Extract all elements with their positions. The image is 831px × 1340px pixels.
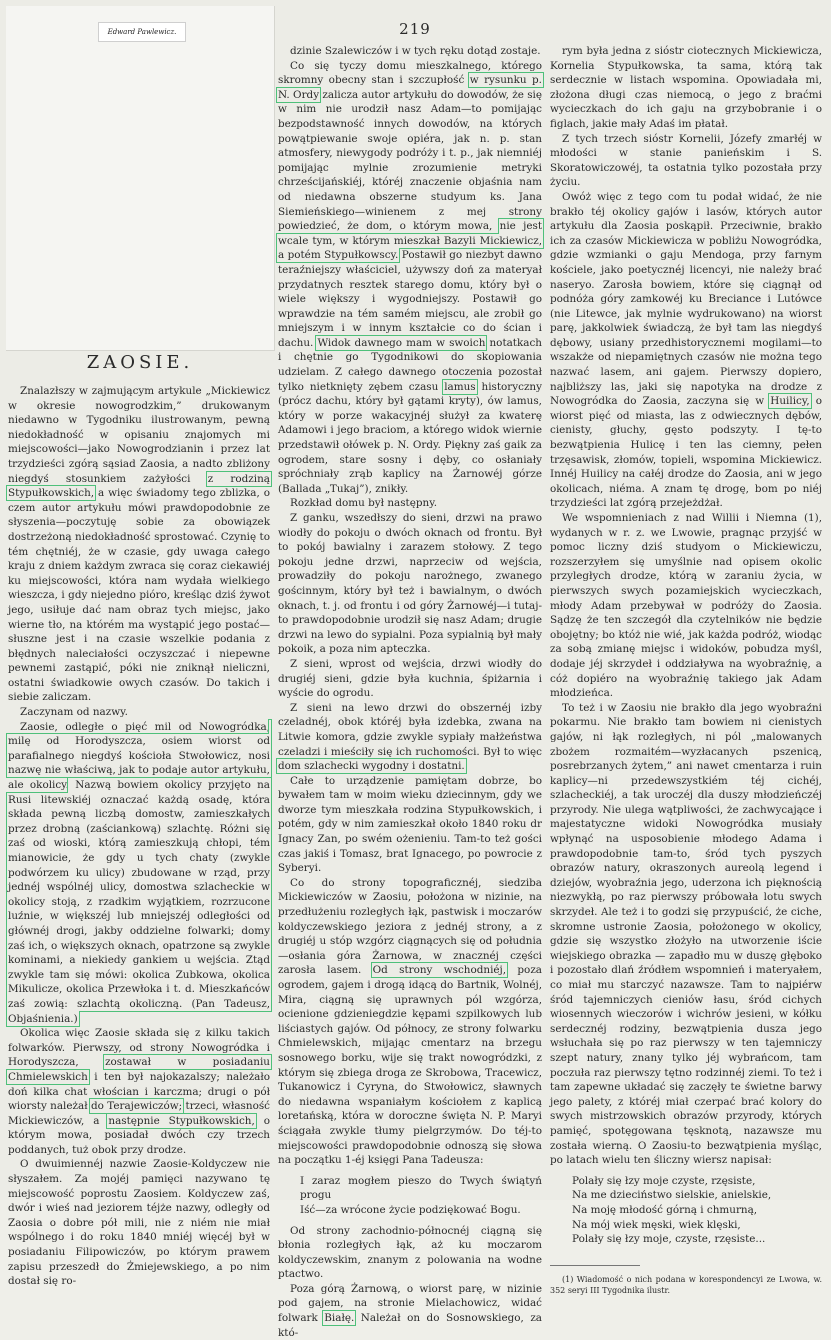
text-run: notatkach i chętnie go Tygodnikowi do skopiowania udzielam. Z całego dawnego otoczenia pozostał tylko nietknięty zębem czasu [278, 336, 542, 393]
highlighted-phrase: Huilicy, [770, 395, 810, 408]
highlighted-phrase: Białę. [324, 1312, 355, 1325]
highlighted-phrase: dom szlachecki wygodny i dostatni. [278, 760, 465, 773]
paragraph [278, 511, 542, 657]
text-run: Zaczynam od nazwy. [20, 706, 128, 719]
paragraph [278, 1224, 542, 1282]
text-run: Całe to urządzenie pamiętam dobrze, bo bywałem tam w moim wieku dziecinnym, gdy we dworze tym mieszkała rodzina Stypułkowskich, i potém, gdy w nim zamieszkał około 1840 roku dr Ignacy Zan, po swém ożenieniu. Tam-to też gości czas jakiś i Tomasz, brat Ignacego, po powrocie z Syberyi. [278, 774, 542, 875]
text-run: historyczny (prócz dachu, który był gątami kryty), ów lamus, który w porze wakacyjnéj służył za kwaterę Adamowi i jego braciom, a którego widok wiernie przedstawił ołówek p. N. Ordy. Piękny zaś gaik za ogrodem, stare sosny i dęby, co osłaniały spróchniały zrąb kaplicy na Żarnowéj górze (Ballada „Tukaj”), znikły. [278, 380, 542, 495]
text-run: a więc świadomy tego zblizka, o czem autor artykułu mówi prawdopodobnie ze słyszenia—poczytuję sobie za obowiązek dostrzeżoną niedokładność sprostować. Czynię to tém chętniéj, że w czasie, gdy uwaga całego kraju z dniem każdym zwraca się coraz ciekawiéj ku miejscowości, która nam wydała wielkiego wieszcza, i gdy niejedno pióro, kreśląc dziś żywot jego, usiłuje dać nam obraz tych miejsc, jako wierne tło, na którém ma wystąpić jego postać—słuszne jest i na czasie wszelkie podania z błędnych naleciałości oczyszczać i niepewne pewnemi zastąpić, póki nie zniknął nieliczni, ostatni świadkowie owych czasów. Do takich i siebie zaliczam. [8, 487, 270, 704]
text-run: We wspomnieniach z nad Willii i Niemna (1), wydanych w r. z. we Lwowie, pragnąc przyjść w pomoc liczny dziś studyom o Mickiewiczu, rozszerzyłem się umyślnie nad opisem okolic przyległych drodze, którą w zaraniu życia, w pierwszych swych pozamiejskich wycieczkach, młody Adam przebywał w podróży do Zaosia. Sądzę że ten szczegół dla czytelników nie będzie obojętny; bo któż nie wié, jak każda podróż, wiodąc za sobą zmianę miejsc i widoków, pobudza myśl, dodaje jéj skrzydeł i oddziaływa na wyobraźnię, a cóż dopiéro na wyobraźnię takiego jak Adam młodzieńca. [550, 512, 822, 700]
text-run: trzeci, własność Mickiewiczów, a [8, 1100, 270, 1127]
text-run: i ten był najokazalszy; należało doń kilka chat włościan i karczma; drugi o pół wiorsty należał [8, 1070, 270, 1113]
footnote: (1) Wiadomość o nich podana w korespondencyi ze Lwowa, w. 352 seryi III Tygodnika ilustr. [550, 1274, 822, 1295]
portrait-illustration [6, 6, 275, 351]
text-run: rym była jedna z sióstr ciotecznych Mickiewicza, Kornelia Stypułkowska, ta sama, którą tak serdecznie w listach wspomina. Opowiadała mi, złożona długi czas niemocą, o jego z braćmi wycieczkach do ich gaju na grzybobranie i o figlach, jakie mały Adaś im płatał. [550, 45, 822, 130]
column-middle [278, 44, 542, 1339]
paragraph [8, 384, 270, 705]
text-run: Zaosie, odległe o pięć mil od Nowogródka, [20, 720, 270, 733]
text-run: Z tych trzech sióstr Kornelii, Józefy zmarłéj w młodości w stanie panieńskim i S. Skoratowiczowéj, ta ostatnia tylko pozostała przy życiu. [550, 132, 822, 189]
paragraph [550, 190, 822, 511]
text-run: Z ganku, wszedłszy do sieni, drzwi na prawo wiodły do pokoju o dwóch oknach od frontu. Był to pokój bawialny i zarazem stołowy. Z tego pokoju jedne drzwi, naprzeciw od wejścia, prowadziły do pokoju narożnego, zwanego gościnnym, który był też i bawialnym, o dwóch oknach, t. j. od frontu i od góry Żarnowéj—i tutaj-to prawdopodobnie urodził się nasz Adam; drugie drzwi na lewo do sypialni. Poza sypialnią był mały pokoik, a poza nim apteczka. [278, 512, 542, 656]
poem-line: I zaraz mogłem pieszo do Twych świątyń progu [300, 1174, 542, 1202]
highlighted-phrase: następnie Stypułkowskich, [108, 1114, 255, 1127]
paragraph [8, 720, 270, 1026]
paragraph [278, 876, 542, 1168]
poem-quote [300, 1174, 542, 1218]
text-run: Należał on do Sosnowskiego, za któ- [278, 1312, 542, 1339]
paragraph [8, 1026, 270, 1157]
poem-line: Iść—za wrócone życie podziękować Bogu. [300, 1203, 521, 1216]
text-run: Poza górą Żarnową, o wiorst parę, w nizinie pod gajem, na stronie Mielachowicz, widać folwark [278, 1282, 542, 1325]
poem-line: Na me dzieciństwo sielskie, anielskie, [572, 1189, 772, 1202]
text-run: zalicza autor artykułu do dowodów, że się w nim nie urodził nasz Adam—to pomijając bezpodstawność innych dowodów, na których powątpiewanie swoje opiéra, jak n. p. stan atmosfery, niewygody podróży i t. p., jak niemniéj pomijając mylnie zrozumienie metryki chrześcijańskiéj, któréj znaczenie objaśnia nam od niedawna obszerne studyum ks. Jana Siemieńskiego—winienem z mej strony powiedzieć, że dom, o którym mowa, [278, 88, 542, 233]
text-run: o wiorst pięć od miasta, las z odwiecznych dębów, cienisty, głuchy, gęsto podszyty. I tę-to bezwątpienia Hulicę i ten las ciemny, pełen trzęsawisk, złomów, topieli, wspomina Mickiewicz. Innéj Huilicy na całéj drodze do Zaosia, ani w jego okolicach, niéma. A znam tę drogę, bom po niéj trzydzieści lat zgórą przejeżdżał. [550, 395, 823, 510]
highlighted-phrase: zostawał w posiadaniu Chmielewskich [8, 1056, 270, 1083]
paragraph [550, 701, 822, 1168]
paragraph [550, 132, 822, 190]
highlighted-phrase: nie jest wcale tym, w którym mieszkał Bazyli Mickiewicz, a potém Stypułkowscy. [278, 220, 542, 262]
figure-caption: Edward Pawlewicz. [98, 22, 186, 42]
highlighted-phrase: lamus [444, 380, 476, 393]
text-run: Rozkład domu był następny. [290, 497, 437, 510]
text-run: ale okolicy. [8, 779, 69, 792]
paragraph [550, 511, 822, 701]
poem-line: Na moję młodość górną i chmurną, [572, 1203, 758, 1216]
poem-line: Polały się łzy moje, czyste, rzęsiste... [572, 1233, 766, 1246]
text-run: poza ogrodem, gajem i drogą idącą do Bartnik, Wolnéj, Mira, ciągną się uprawnych pól wzgórza, ocienione gdzieniegdzie kępami szpilkowych lub liściastych gajów. Od północy, ze strony folwarku Chmielewskich, mijając cmentarz na brzegu sosnowego borku, wije się trakt nowogródzki, z którym się zbiega droga ze Skrobowa, Tracewicz, Tukanowicz i Cyryna, do Stwołowicz, sławnych do niedawna wspaniałym kościołem z kaplicą loretańską, która w doroczne święta N. P. Maryi ściągała zwykle tłumy pielgrzymów. Do téj-to miejscowości prawdopodobnie odnoszą się słowa na początku 1-éj księgi Pana Tadeusza: [278, 964, 542, 1167]
paragraph [8, 1157, 270, 1288]
text-run: o którym mowa, posiadał dwóch czy trzech poddanych, tuż obok przy drodze. [8, 1114, 270, 1156]
poem-line: Polały się łzy moje czyste, rzęsiste, [572, 1174, 756, 1187]
highlighted-phrase: z rodziną Stypułkowskich, [8, 472, 270, 500]
text-run: O dwuimiennéj nazwie Zaosie-Koldyczew nie słyszałem. Za mojéj pamięci nazywano tę miejscowość poprostu Zaosiem. Koldyczew zaś, dwór i wieś nad jeziorem téjże nazwy, odległy od Zaosia o dobre pół mili, nie z niém nie miał wspólnego i do roku 1840 mniéj więcéj był w posiadaniu Filipowiczów, po którym prawem zapisu przeszedł do Żmiejewskiego, a po nim dostał się ro- [8, 1158, 270, 1288]
text-run: Co się tyczy domu mieszkalnego, którego skromny obecny stan i szczupłość [278, 59, 542, 87]
highlighted-phrase: do Terajewiczów; [90, 1100, 183, 1113]
text-run: Co do strony topograficznéj, siedziba Mickiewiczów w Zaosiu, położona w nizinie, na przedłużeniu rozległych łąk, pastwisk i moczarów koldyczewskiego jeziora z jednéj strony, a z drugiéj u stóp wzgórz ciągnących się od południa—osłania góra Żarnowa, w znacznéj części zarosła lasem. [278, 876, 542, 977]
paragraph [278, 59, 542, 497]
page-number: 219 [399, 20, 431, 38]
text-run: Owóż więc z tego com tu podał widać, że nie brakło téj okolicy gajów i lasów, których autor artykułu dla Zaosia poskąpił. Przeciwnie, brakło ich za czasów Mickiewicza w pobliżu Nowogródka, gdzie wzmianki o gaju Mendoga, przy farnym kościele, jako poetycznéj licencyi, nie należy brać naseryo. Zarosła bowiem, które się ciągnął od podnóża góry zamkowéj ku Breciance i Lutówce (nie Litewce, jak mylnie wydrukowano) na wiorst parę, jakkolwiek świadczą, że był tam las niegdyś dębowy, usiany przedhistorycznemi mogilami—to wszakże od niepamiętnych czasów nie można tego nazwać lasem, ani gajem. Pierwszy dopiero, najbliższy las, jaki się napotyka na drodze z Nowogródka do Zaosia, zaczyna się w [550, 190, 822, 408]
highlighted-phrase: milę od Horodyszcza, osiem wiorst od parafialnego niegdyś kościoła Stwołowicz, nosi nazwę nie właściwą, jak to podaje autor artykułu, [8, 735, 270, 777]
text-run: To też i w Zaosiu nie brakło dla jego wyobraźni pokarmu. Nie brakło tam bowiem ni cienistych gajów, ni łąk rozległych, ni pól „malowanych zbożem rozmaitém—wyzłacanych pszenicą, posrebrzanych żytem,” ani nawet cmentarza i ruin kaplicy—ni przedewszystkiém téj cichéj, szlacheckiéj, a tak uroczéj dla duszy młodzieńczéj przyrody. Nie ulega wątpliwości, że zachwycające i majestatyczne widoki Nowogródka musiały wpłynąć na usposobienie młodego Adama i prawdopodobnie tam-to, śród tych pyszych obrazów natury, okraszonych aureolą legend i dziejów, wyobraźnia jego, uderzona ich pięknością niezwykłą, po raz pierwszy próbowała lotu swych skrzydeł. Ale też i to godzi się przypuścić, że ciche, skromne ustronie Zaosia, położonego w okolicy, gdzie się wszystko złożyło na utworzenie iście wiejskiego obrazka — zapadło mu w duszę głęboko i pozostało dlań źródłem wspomnień i materyałem, co miał mu starczyć nazawsze. Tam to najpiérw śród tajemniczych cieniów łasu, śród cichych wiosennych wieczorów i wichrów jesieni, w kółku serdecznéj rodziny, bezwątpienia dusza jego wsłuchała się po raz pierwszy w ten tajemniczy szept natury, znany tylko jéj wybrańcom, tam poczuła raz pierwszy tętno rodzinnéj ziemi. To też i tam zapewne układać się zaczęły te świetne barwy jego palety, z któréj miał czerpać brać kolory do swych mistrzowskich obrazów przyrody, których pamięć, spotęgowana tęsknotą, nazawsze mu została wierną. O Zaosiu-to bezwątpienia myśląc, po latach wielu ten śliczny wiersz napisał: [550, 701, 822, 1167]
footnote-divider [550, 1265, 640, 1266]
text-run: Z sieni, wprost od wejścia, drzwi wiodły do drugiéj sieni, gdzie była kuchnia, śpiżarnia i wyście do ogrodu. [278, 657, 542, 700]
highlighted-phrase: Od strony wschodniéj, [372, 964, 507, 977]
section-title: ZAOSIE. [86, 352, 194, 373]
highlighted-phrase: Nazwą bowiem okolicy przyjęto na Rusi litewskiéj oznaczać każdą osadę, która składa pewną liczbą domostw, zamieszkałych przez drobną (zaściankową) szlachtę. Różni się zaś od wioski, którą zamieszkują chłopi, tém mianowicie, że gdy u tych chaty (zwykle podwórzem ku ulicy) zbudowane w rząd, przy jednéj wspólnéj ulicy, domostwa szlacheckie w okolicy stoją, z rzadkim wyjątkiem, rozrzucone luźnie, w większéj lub mniejszéj odległości od głównéj drogi, jakby oddzielne folwarki; domy zaś ich, o większych oknach, opatrzone są zwykle kominami, a niekiedy gankiem u wejścia. Ztąd zwykle tam się mówi: okolica Zubkowa, okolica Mikulicze, okolica Przewłoka i t. d. Mieszkańców zaś zowią: szlachtą okoliczną. (Pan Tadeusz, Objaśnienia.) [8, 779, 270, 1025]
paragraph [278, 657, 542, 701]
paragraph [278, 1282, 542, 1340]
paragraph [278, 701, 542, 774]
paragraph [550, 44, 822, 132]
text-run: Okolica więc Zaosie składa się z kilku takich folwarków. Pierwszy, od strony Nowogródka i Horodyszcza, [8, 1027, 270, 1069]
poem-quote [572, 1174, 822, 1247]
highlighted-phrase: Widok dawnego mam w swoich [317, 336, 486, 349]
column-left [8, 384, 270, 1288]
text-run: Z sieni na lewo drzwi do obszernéj izby czeladnéj, obok któréj była izdebka, zwana na Litwie komora, gdzie zwykle sypiały małżeństwa czeladzi i mieściły się ich ruchomości. Był to więc [278, 701, 542, 758]
paragraph [278, 774, 542, 876]
text-run: Postawił go niezbyt dawno teraźniejszy właściciel, używszy doń za materyał przydatnych resztek starego domu, który był o wiele większy i wygodniejszy. Postawił go wprawdzie na tém samém miejscu, ale zrobił go mniejszym i w innym kształcie co do ścian i dachu. [278, 249, 542, 349]
paragraph [278, 44, 542, 59]
column-right [550, 44, 823, 1295]
text-run: dzinie Szalewiczów i w tych ręku dotąd zostaje. [290, 45, 541, 57]
text-run: Znalazłszy w zajmującym artykule „Mickiewicz w okresie nowogrodzkim,” drukowanym niedawno w Tygodniku ilustrowanym, pewną niedokładność w opisaniu znajomych mi miejscowości—jako Nowogrodzianin i przez lat trzydzieści zgórą sąsiad Zaosia, a nadto zbliżony niegdyś stosunkiem zażyłości [8, 385, 270, 485]
poem-line: Na mój wiek męski, wiek klęski, [572, 1218, 741, 1231]
paragraph [278, 496, 542, 511]
highlighted-phrase: w rysunku p. N. Ordy [278, 74, 542, 101]
text-run: Od strony zachodnio-północnéj ciągną się błonia rozległych łąk, aż ku moczarom koldyczewskim, znanym z polowania na wodne ptactwo. [278, 1224, 542, 1281]
paragraph [8, 705, 270, 720]
